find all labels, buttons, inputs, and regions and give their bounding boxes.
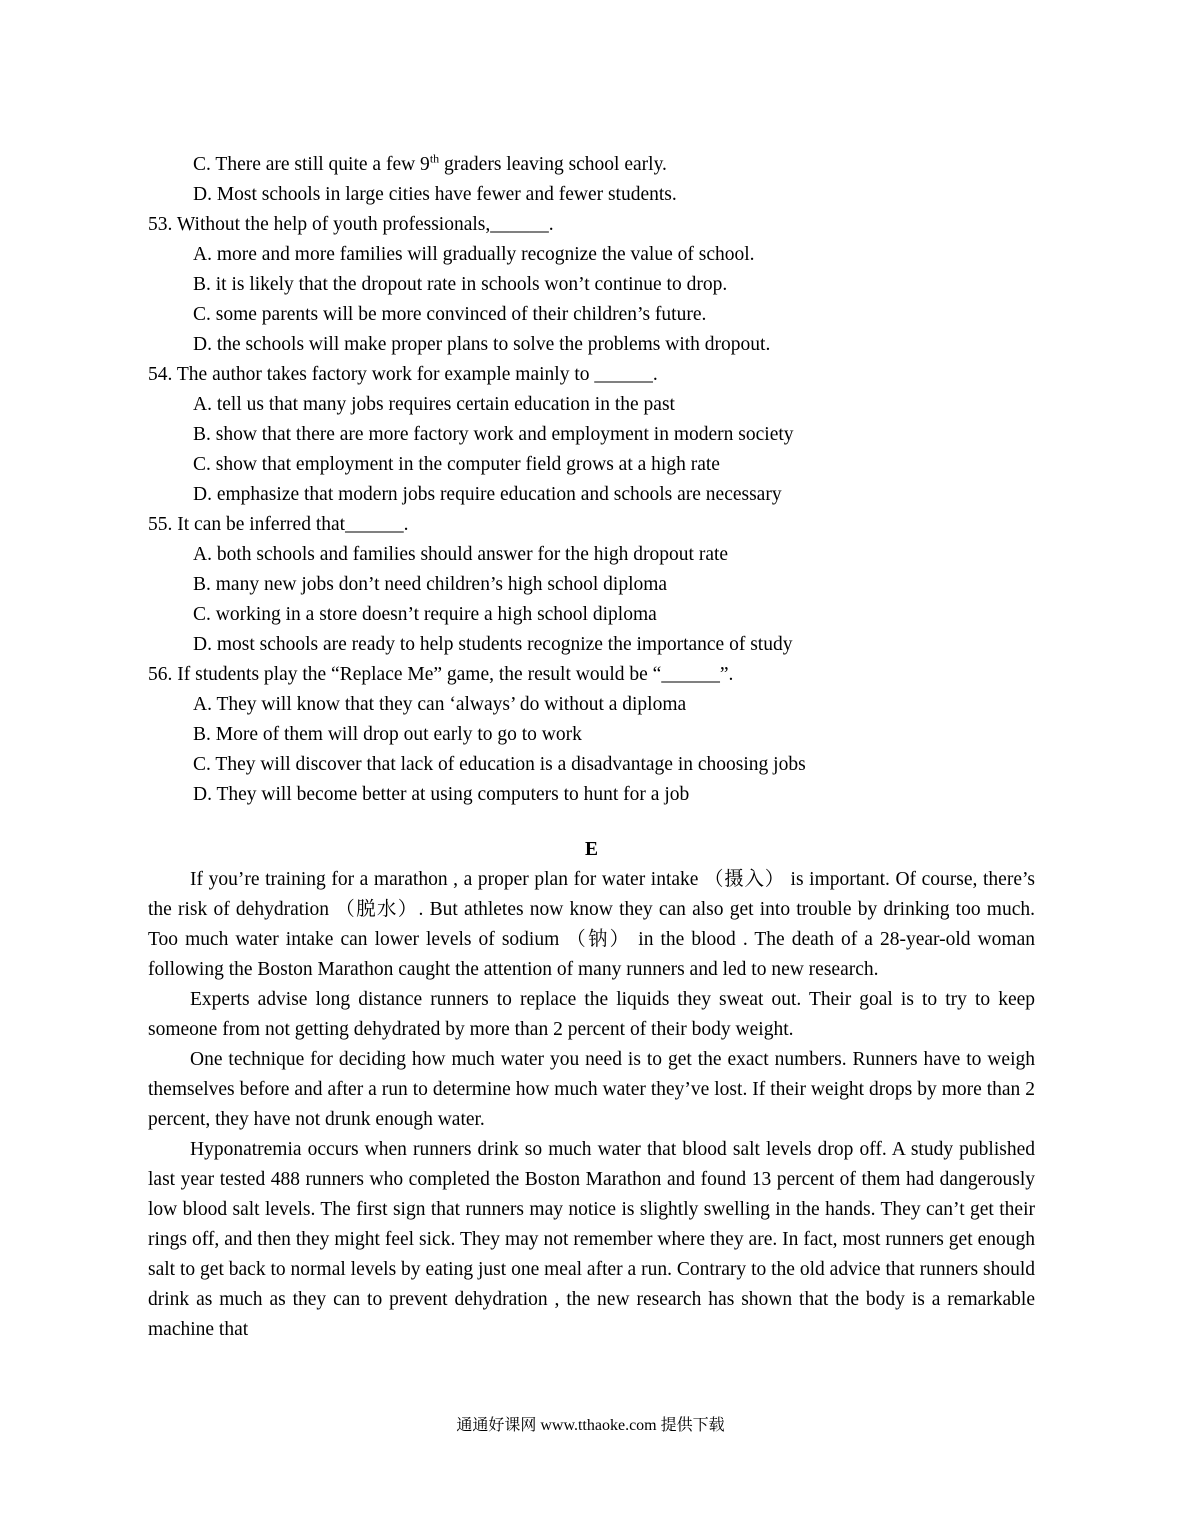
question-option-b: B. many new jobs don’t need children’s high school diploma: [193, 574, 668, 595]
passage-paragraph-2: Experts advise long distance runners to replace the liquids they sweat out. Their goal is to try to keep someone from not getting dehydrated by more than 2 percent of their body weight.: [148, 989, 1035, 1040]
question-56: [148, 660, 1035, 810]
question-stem: 53. Without the help of youth professionals,______.: [148, 214, 554, 235]
question-55: [148, 510, 1035, 660]
question-option-c: C. show that employment in the computer field grows at a high rate: [193, 454, 720, 475]
question-option-c: C. working in a store doesn’t require a high school diploma: [193, 604, 657, 625]
question-53: [148, 210, 1035, 360]
question-option-d: D. the schools will make proper plans to solve the problems with dropout.: [193, 334, 771, 355]
question-option-b: B. show that there are more factory work and employment in modern society: [193, 424, 794, 445]
question-option-d: D. They will become better at using computers to hunt for a job: [193, 784, 690, 805]
question-option-b: B. More of them will drop out early to go to work: [193, 724, 582, 745]
passage-paragraph-3: One technique for deciding how much water you need is to get the exact numbers. Runners have to weigh themselves before and after a run to determine how much water they’ve lost. If their weight drops by more than 2 percent, they have not drunk enough water.: [148, 1049, 1035, 1130]
prev-question-option-c: [148, 150, 1035, 180]
superscript-th: th: [429, 151, 440, 166]
question-option-a: A. more and more families will gradually recognize the value of school.: [193, 244, 755, 265]
question-stem: 54. The author takes factory work for example mainly to ______.: [148, 364, 658, 385]
question-option-d: D. emphasize that modern jobs require education and schools are necessary: [193, 484, 782, 505]
footer-watermark: 通通好课网 www.tthaoke.com 提供下载: [456, 1417, 725, 1434]
prev-question-option-d: D. Most schools in large cities have fewer and fewer students.: [193, 184, 677, 205]
passage-section-label: E: [584, 839, 598, 860]
question-option-c: C. They will discover that lack of education is a disadvantage in choosing jobs: [193, 754, 806, 775]
passage-paragraph-4: Hyponatremia occurs when runners drink so much water that blood salt levels drop off. A study published last year tested 488 runners who completed the Boston Marathon and found 13 percent of them had dangerously low blood salt levels. The first sign that runners may notice is slightly swelling in the hands. They can’t get their rings off, and then they might feel sick. They may not remember where they are. In fact, most runners get enough salt to get back to normal levels by eating just one meal after a run. Contrary to the old advice that runners should drink as much as they can to prevent dehydration , the new research has shown that the body is a remarkable machine that: [148, 1139, 1035, 1340]
option-text: C. There are still quite a few 9: [193, 154, 430, 175]
question-54: [148, 360, 1035, 510]
question-option-b: B. it is likely that the dropout rate in schools won’t continue to drop.: [193, 274, 728, 295]
question-option-c: C. some parents will be more convinced of their children’s future.: [193, 304, 707, 325]
question-option-a: A. They will know that they can ‘always’ do without a diploma: [193, 694, 687, 715]
question-option-d: D. most schools are ready to help students recognize the importance of study: [193, 634, 793, 655]
option-text: graders leaving school early.: [439, 154, 667, 175]
question-option-a: A. both schools and families should answer for the high dropout rate: [193, 544, 729, 565]
question-option-a: A. tell us that many jobs requires certain education in the past: [193, 394, 675, 415]
question-stem: 56. If students play the “Replace Me” game, the result would be “______”.: [148, 664, 734, 685]
passage-paragraph-1: If you’re training for a marathon , a proper plan for water intake （摄入） is important. Of course, there’s the risk of dehydration （脱水）. But athletes now know they can also get into trouble by drinking too much. Too much water intake can lower levels of sodium （钠） in the blood . The death of a 28-year-old woman following the Boston Marathon caught the attention of many runners and led to new research.: [148, 869, 1035, 980]
question-stem: 55. It can be inferred that______.: [148, 514, 409, 535]
